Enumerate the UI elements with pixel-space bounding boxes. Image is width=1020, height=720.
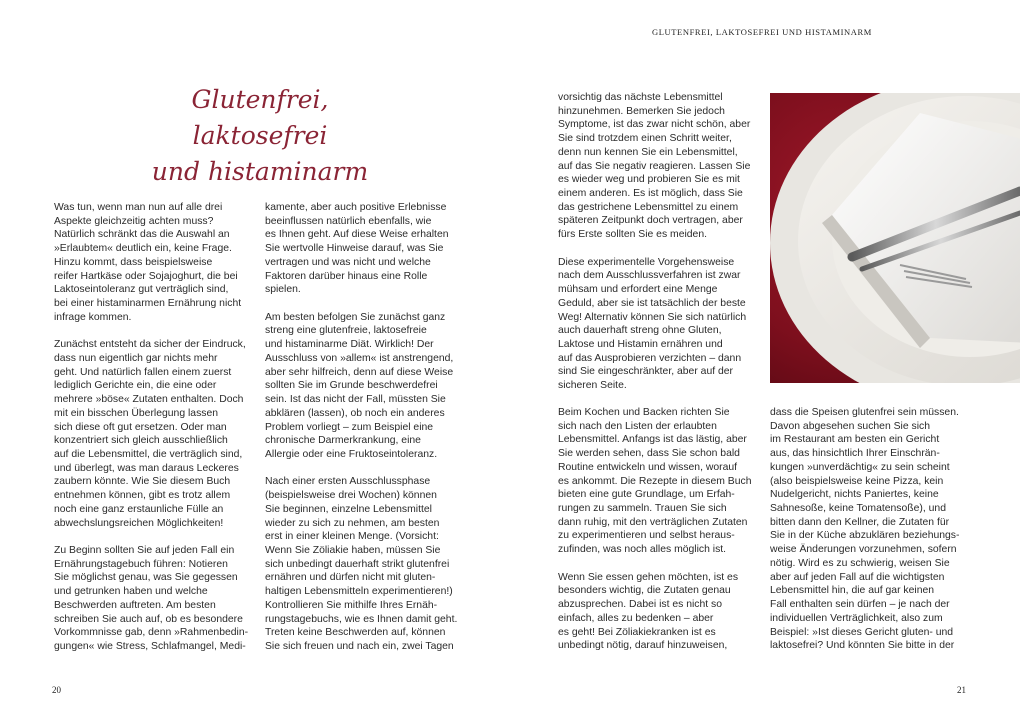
paragraph: kamente, aber auch positive Erlebnisse beeinflussen natürlich ebenfalls, wie es Ihnen geht. Auf diese Weise erhalten Sie wertvolle Hinweise darauf, was Sie vertragen und was nicht und welche Faktoren darüber hinaus eine Rolle spielen.: [265, 202, 449, 296]
paragraph: vorsichtig das nächste Lebensmittel hinzunehmen. Bemerken Sie jedoch Symptome, ist das zwar nicht schön, aber Sie sind trotzdem einen Schritt weiter, denn nun kennen Sie ein Lebensmittel, auf das Sie negativ reagieren. Lassen Sie es wieder weg und probieren Sie es mit einem anderen. Es ist möglich, dass Sie das gestrichene Lebensmittel zu einem späteren Zeitpunkt doch vertragen, aber fürs Erste sollten Sie es meiden.: [558, 92, 751, 241]
plate-photo: [770, 93, 1020, 383]
paragraph: Nach einer ersten Ausschlussphase (beispielsweise drei Wochen) können Sie beginnen, einzelne Lebensmittel wieder zu sich zu nehmen, am besten erst in einer kleinen Menge. (Vorsicht: Wenn Sie Zöliakie haben, müssen Sie sich unbedingt dauerhaft strikt glutenfrei ernähren und dürfen nicht mit gluten- haltigen Lebensmitteln experimentieren!) Kontrollieren Sie mithilfe Ihres Ernäh- rungstagebuchs, wie es Ihnen damit geht. Treten keine Beschwerden auf, können Sie sich freuen und nach ein, zwei Tagen: [265, 476, 458, 652]
paragraph: Was tun, wenn man nun auf alle drei Aspekte gleichzeitig achten muss? Natürlich schränkt das die Auswahl an »Erlaubtem« deutlich ein, keine Frage. Hinzu kommt, dass beispielsweise reifer Hartkäse oder Sojajoghurt, die bei Laktoseintoleranz gut verträglich sind, bei einer histaminarmen Ernährung nicht infrage kommen.: [54, 202, 242, 323]
chapter-title-line-1: Glutenfrei, laktosefrei: [191, 85, 329, 150]
chapter-title: [130, 82, 390, 190]
running-header: GLUTENFREI, LAKTOSEFREI UND HISTAMINARM: [652, 27, 872, 37]
text-column-4: [558, 406, 763, 653]
text-column-3: [558, 91, 763, 393]
paragraph: Am besten befolgen Sie zunächst ganz streng eine glutenfreie, laktosefreie und histaminarme Diät. Wirklich! Der Ausschluss von »allem« ist anstrengend, aber sehr hilfreich, denn auf diese Weise sollten Sie im Grunde beschwerdefrei sein. Ist das nicht der Fall, müssten Sie abklären (lassen), ob noch ein anderes Problem vorliegt – zum Beispiel eine chronische Darmerkrankung, eine Allergie oder eine Fruktoseintoleranz.: [265, 311, 454, 460]
chapter-title-line-2: und histaminarm: [151, 157, 369, 186]
page-number-left: 20: [52, 685, 61, 695]
plate-napkin-fork-knife-photo-icon: [770, 93, 1020, 383]
paragraph: Zunächst entsteht da sicher der Eindruck, dass nun eigentlich gar nichts mehr geht. Und natürlich fallen einem zuerst lediglich Gerichte ein, die eine oder mehrere »böse« Zutaten enthalten. Doch mit ein bisschen Überlegung lassen sich diese oft gut ersetzen. Oder man konzentriert sich gleich ausschließlich auf die Lebensmittel, die verträglich sind, und überlegt, was man daraus Leckeres zaubern könnte. Wie Sie diesem Buch entnehmen können, gibt es trotz allem noch eine ganz erstaunliche Fülle an abwechslungsreichen Möglichkeiten!: [54, 339, 246, 529]
paragraph: Zu Beginn sollten Sie auf jeden Fall ein Ernährungstagebuch führen: Notieren Sie möglichst genau, was Sie gegessen und getrunken haben und welche Beschwerden auftreten. Am besten schreiben Sie auch auf, ob es besondere Vorkommnisse gab, denn »Rahmenbedin- gungen« wie Stress, Schlafmangel, Medi-: [54, 544, 249, 652]
paragraph: Diese experimentelle Vorgehensweise nach dem Ausschlussverfahren ist zwar mühsam und erfordert eine Menge Geduld, aber sie ist tatsächlich der beste Weg! Alternativ können Sie sich natürlich auch dauerhaft streng ohne Gluten, Laktose und Histamin ernähren und auf das Ausprobieren verzichten – dann sind Sie eingeschränkter, aber auf der sicheren Seite.: [558, 256, 747, 392]
text-column-2: [265, 201, 470, 654]
paragraph: Beim Kochen und Backen richten Sie sich nach den Listen der erlaubten Lebensmittel. Anfangs ist das lästig, aber Sie werden sehen, dass Sie schon bald Routine entwickeln und wissen, worauf es ankommt. Die Rezepte in diesem Buch bieten eine gute Grundlage, um Erfah- rungen zu sammeln. Trauen Sie sich dann ruhig, mit den verträglichen Zutaten zu experimentieren und selbst heraus- zufinden, was noch alles möglich ist.: [558, 407, 752, 556]
paragraph: Wenn Sie essen gehen möchten, ist es besonders wichtig, die Zutaten genau abzusprechen. Dabei ist es nicht so einfach, alles zu bedenken – aber es geht! Bei Zöliakiekranken ist es unbedingt nötig, darauf hinzuweisen,: [558, 571, 739, 652]
paragraph: dass die Speisen glutenfrei sein müssen. Davon abgesehen suchen Sie sich im Restaurant am besten ein Gericht aus, das hinsichtlich Ihrer Einschrän- kungen »unverdächtig« zu sein scheint (also beispielsweise keine Pizza, kein Nudelgericht, nichts Paniertes, keine Sahnesoße, keine Tomatensoße), und bitten dann den Kellner, die Zutaten für Sie in der Küche abzuklären beziehungs- weise Änderungen vorzunehmen, sofern nötig. Wird es zu schwierig, weisen Sie aber auf jeden Fall auf die wichtigsten Lebensmittel hin, die auf gar keinen Fall enthalten sein dürfen – je nach der individuellen Verträglichkeit, also zum Beispiel: »Ist dieses Gericht gluten- und laktosefrei? Und könnten Sie bitte in der: [770, 407, 960, 652]
text-column-1: [54, 201, 254, 654]
page-number-right: 21: [957, 685, 966, 695]
text-column-5: [770, 406, 975, 653]
